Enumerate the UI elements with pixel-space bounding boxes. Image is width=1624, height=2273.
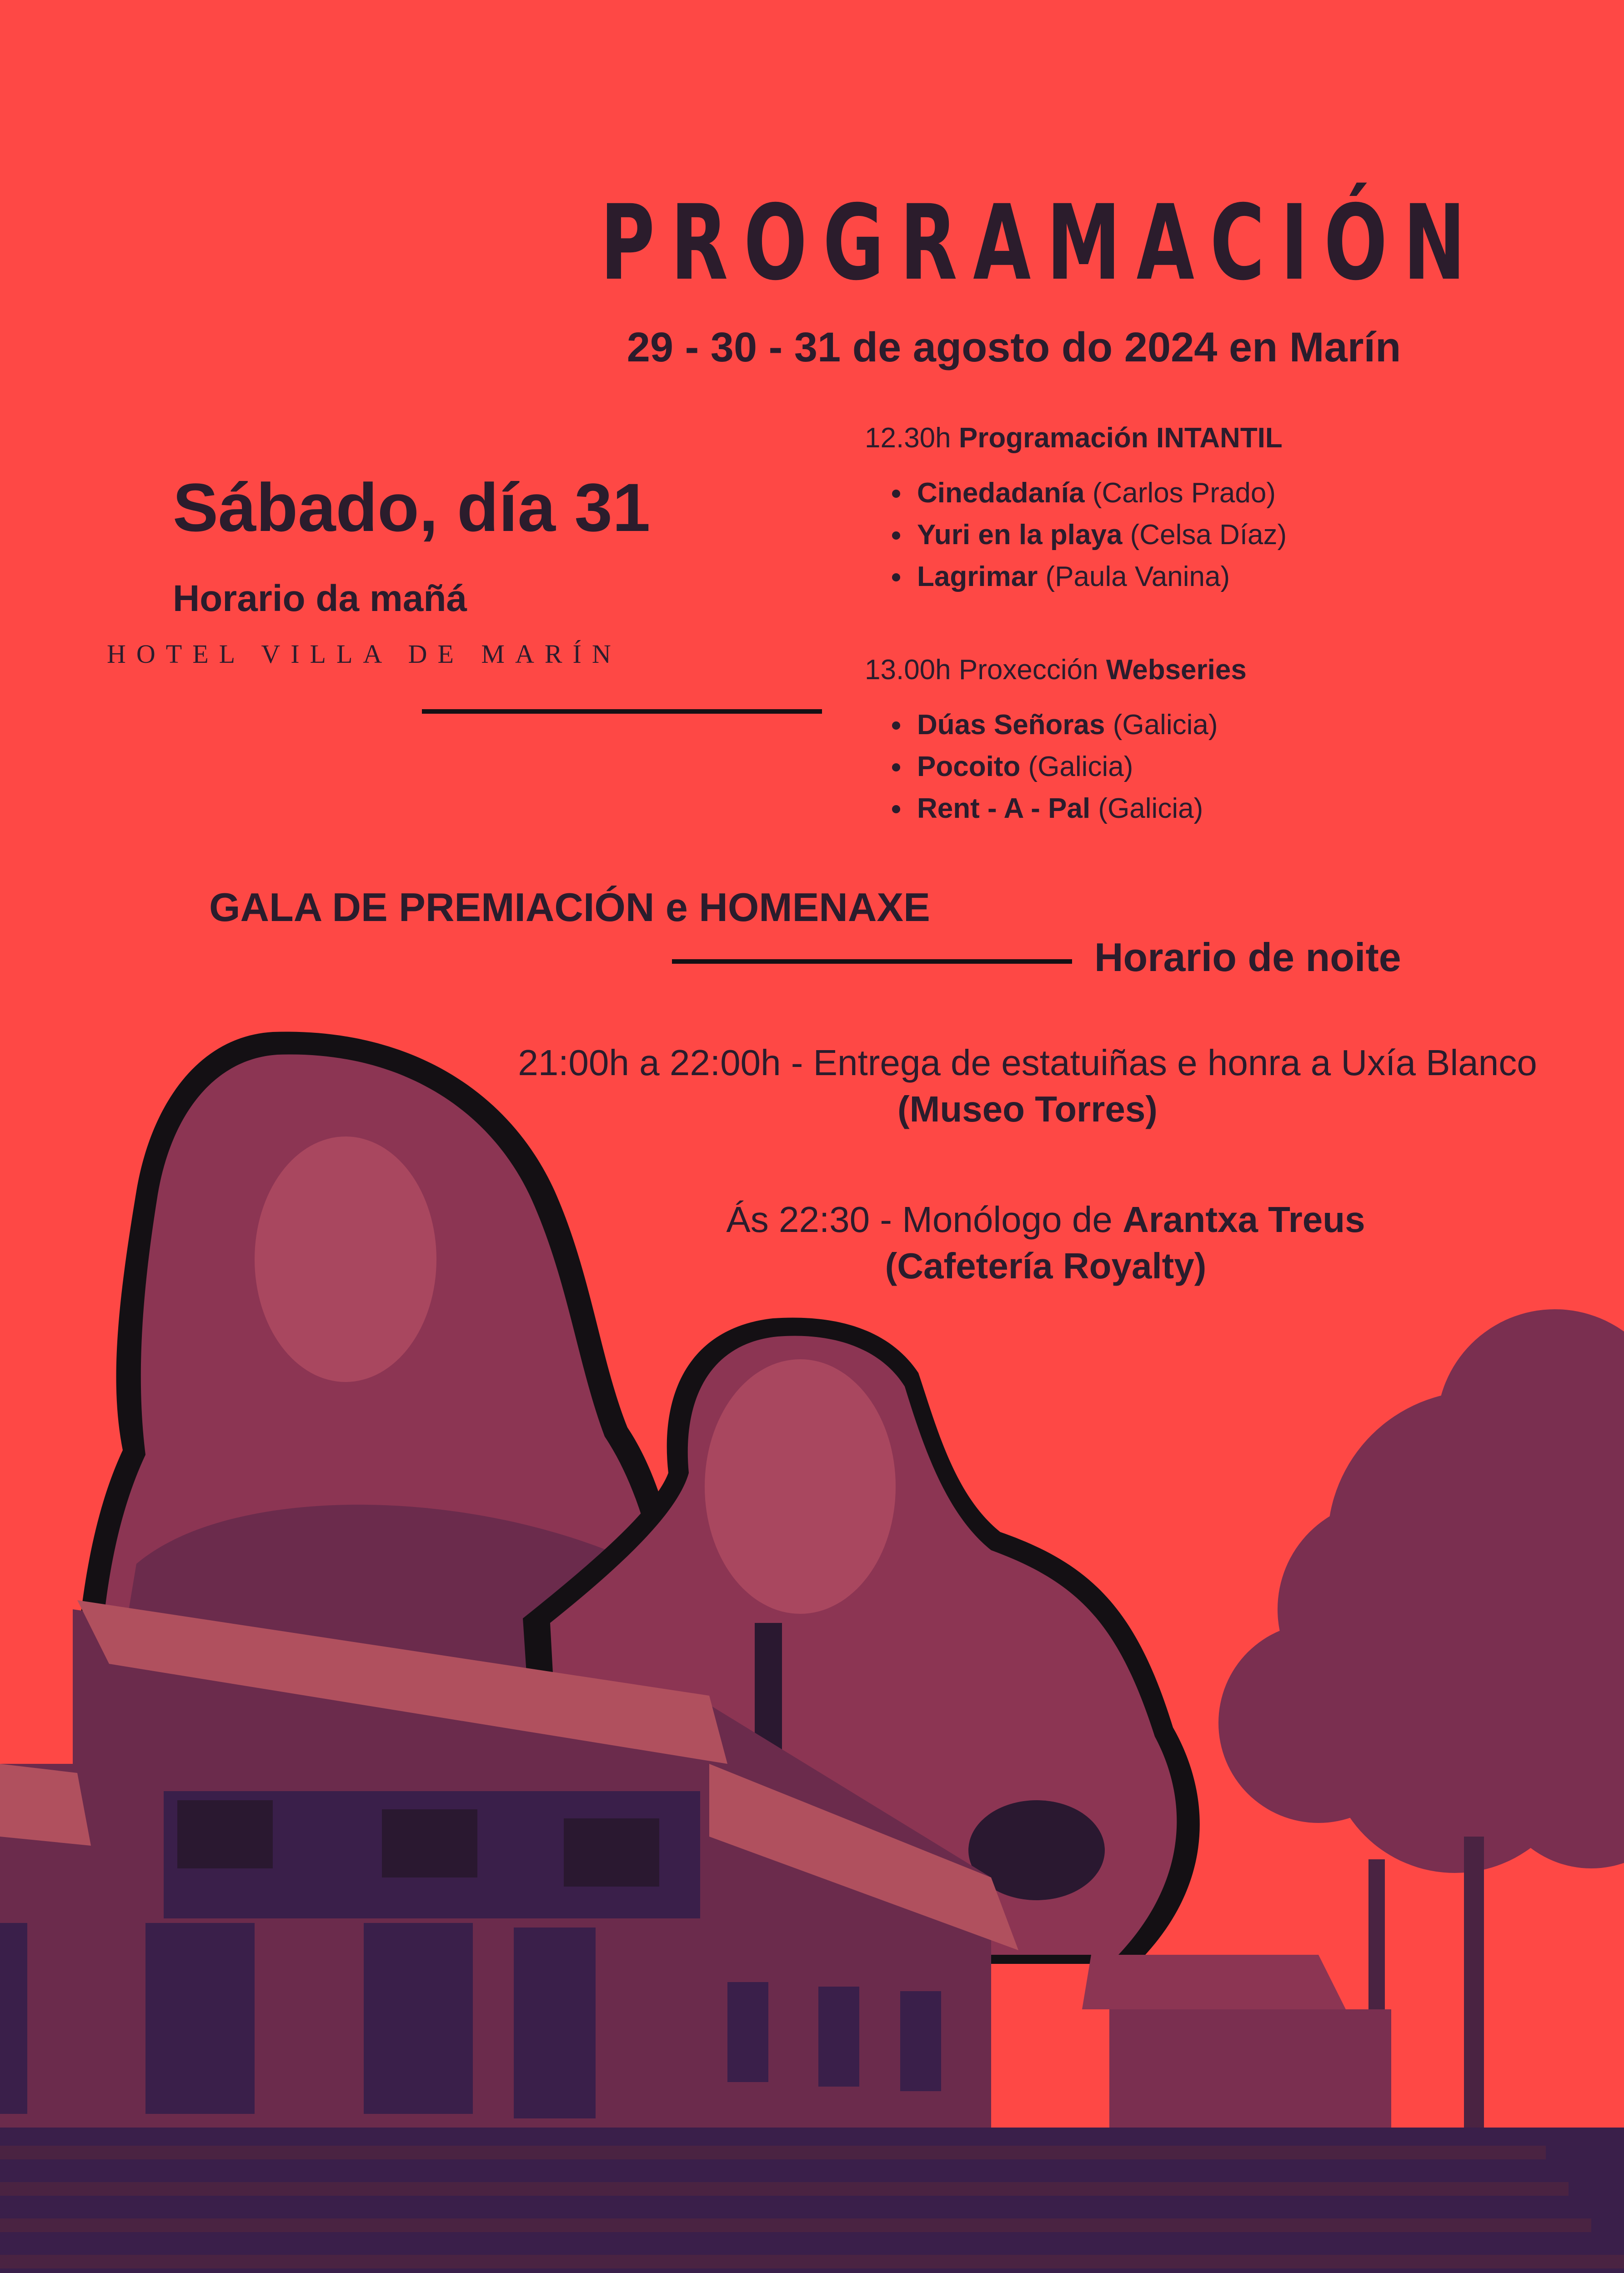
program-title: Webseries [1106, 654, 1247, 686]
gala-heading: GALA DE PREMIACIÓN e HOMENAXE [209, 885, 930, 930]
venue-name: HOTEL VILLA DE MARÍN [107, 639, 622, 669]
event-ceremony [436, 1041, 1619, 1131]
divider-line [422, 709, 822, 714]
event-monologue [455, 1198, 1624, 1288]
list-item: Lagrimar (Paula Vanina) [917, 556, 1287, 598]
program-list [917, 472, 1287, 598]
program-title-prefix: Proxección [958, 654, 1106, 686]
steps-illustration [0, 2128, 1624, 2273]
event-ceremony-venue: (Museo Torres) [897, 1089, 1158, 1129]
list-item: Yuri en la playa (Celsa Díaz) [917, 514, 1287, 556]
program-block-1 [865, 422, 1287, 598]
program-time: 12.30h [865, 422, 951, 454]
event-ceremony-text: 21:00h a 22:00h - Entrega de estatuiñas e honra a Uxía Blanco [518, 1042, 1537, 1083]
page-title: PROGRAMACIÓN [600, 182, 1482, 303]
program-heading [865, 422, 1287, 454]
program-title: Programación INTANTIL [958, 422, 1283, 454]
event-monologue-text: Ás 22:30 - Monólogo de Arantxa Treus [726, 1199, 1365, 1240]
day-heading: Sábado, día 31 [173, 469, 651, 546]
program-time: 13.00h [865, 654, 951, 686]
list-item: Rent - A - Pal (Galicia) [917, 788, 1247, 830]
divider-line [672, 959, 1072, 964]
event-dates: 29 - 30 - 31 de agosto do 2024 en Marín [627, 324, 1401, 370]
performer-name: Arantxa Treus [1123, 1199, 1365, 1240]
list-item: Pocoito (Galicia) [917, 746, 1247, 788]
event-monologue-venue: (Cafetería Royalty) [885, 1246, 1207, 1286]
program-block-2 [865, 654, 1247, 830]
program-heading [865, 654, 1247, 686]
list-item: Cinedadanía (Carlos Prado) [917, 472, 1287, 514]
night-schedule-label: Horario de noite [1094, 935, 1401, 980]
list-item: Dúas Señoras (Galicia) [917, 704, 1247, 746]
program-list [917, 704, 1247, 830]
morning-schedule-label: Horario da mañá [173, 578, 467, 619]
